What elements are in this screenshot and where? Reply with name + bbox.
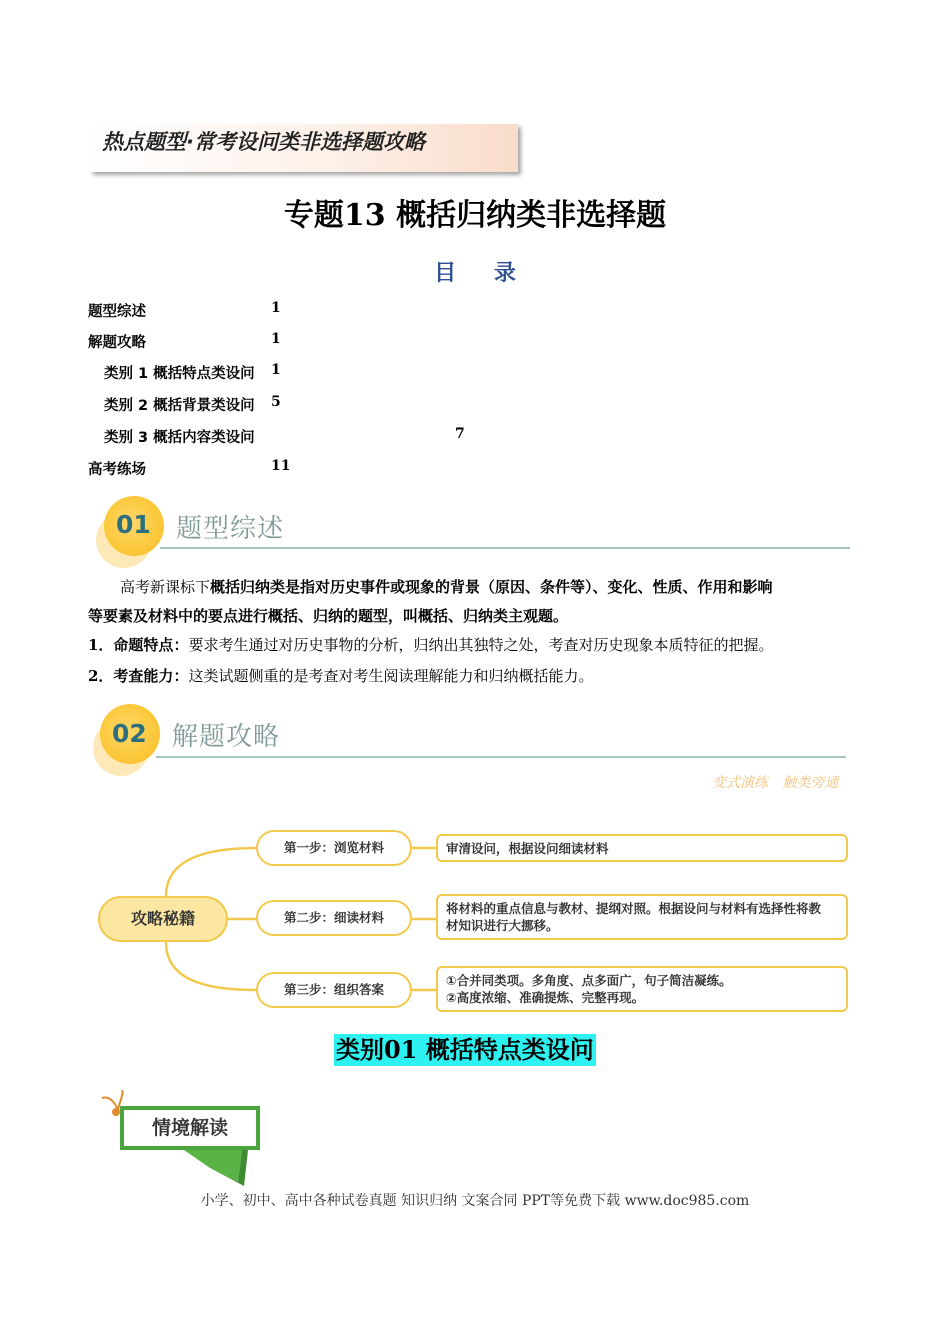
page-footer: 小学、初中、高中各种试卷真题 知识归纳 文案合同 PPT等免费下载 www.doc985.com: [200, 1193, 750, 1209]
toc-page: 1: [271, 362, 281, 378]
toc-item[interactable]: 类别 1 概括特点类设问: [104, 366, 255, 382]
toc-item[interactable]: 类别 2 概括背景类设问: [104, 398, 255, 414]
desc-line: 材知识进行大挪移。: [446, 918, 559, 933]
intro-bold: 概括归纳类是指对历史事件或现象的背景（原因、条件等）、变化、性质、作用和影响: [210, 578, 773, 596]
toc-page: 5: [271, 394, 281, 410]
toc-page: 7: [455, 426, 465, 442]
desc-line: ②高度浓缩、准确提炼、完整再现。: [446, 990, 645, 1005]
mindmap-step-3: 第三步：组织答案: [256, 972, 412, 1008]
toc-item[interactable]: 解题攻略: [88, 335, 146, 351]
section-tagline: 变式演练 触类旁通: [712, 775, 839, 791]
desc-line: 将材料的重点信息与教材、提纲对照。根据设问与材料有选择性将教: [446, 901, 822, 916]
section-number: 02: [112, 719, 147, 748]
point-1: [88, 630, 773, 660]
badge-label: 情境解读: [151, 1117, 228, 1139]
section-divider: [156, 756, 846, 758]
mindmap-root: 攻略秘籍: [98, 896, 228, 942]
mindmap-desc-3: [436, 966, 848, 1012]
point-2: [88, 661, 593, 691]
mindmap-desc-1: [436, 834, 848, 862]
desc-line: ①合并同类项。多角度、点多面广，句子简洁凝练。: [446, 973, 732, 988]
category-heading: 类别01 概括特点类设问: [336, 1035, 594, 1064]
point-text: 这类试题侧重的是考查对考生阅读理解能力和归纳概括能力。: [188, 667, 594, 685]
section-title: 题型综述: [176, 514, 285, 544]
context-badge: [98, 1090, 268, 1190]
toc-page: 1: [271, 300, 281, 316]
intro-line-1: [120, 572, 773, 602]
section-divider: [160, 547, 850, 549]
badge-frame: [120, 1106, 260, 1150]
toc-heading: 目 录: [434, 261, 516, 286]
toc-page: 11: [271, 458, 291, 474]
toc-item[interactable]: 类别 3 概括内容类设问: [104, 430, 255, 446]
banner-title: 热点题型·常考设问类非选择题攻略: [102, 130, 425, 154]
point-label: 1．命题特点：: [88, 636, 189, 654]
section-title: 解题攻略: [172, 722, 281, 752]
point-text: 要求考生通过对历史事物的分析，归纳出其独特之处，考查对历史现象本质特征的把握。: [188, 636, 774, 654]
mindmap-desc-2: [436, 894, 848, 940]
document-title: 专题13 概括归纳类非选择题: [283, 198, 667, 233]
strategy-mindmap: [90, 822, 860, 1022]
section-number: 01: [116, 510, 151, 539]
toc-page: 1: [271, 331, 281, 347]
point-label: 2．考查能力：: [88, 667, 189, 685]
mindmap-step-2: 第二步：细读材料: [256, 900, 412, 936]
toc-item[interactable]: 题型综述: [88, 304, 146, 320]
toc-item[interactable]: 高考练场: [88, 462, 146, 478]
mindmap-step-1: 第一步：浏览材料: [256, 830, 412, 866]
intro-line-2: 等要素及材料中的要点进行概括、归纳的题型，叫概括、归纳类主观题。: [88, 607, 569, 625]
intro-prefix: 高考新课标下: [120, 578, 211, 596]
header-banner: [90, 124, 518, 172]
desc-line: 审清设问，根据设问细读材料: [446, 841, 609, 856]
